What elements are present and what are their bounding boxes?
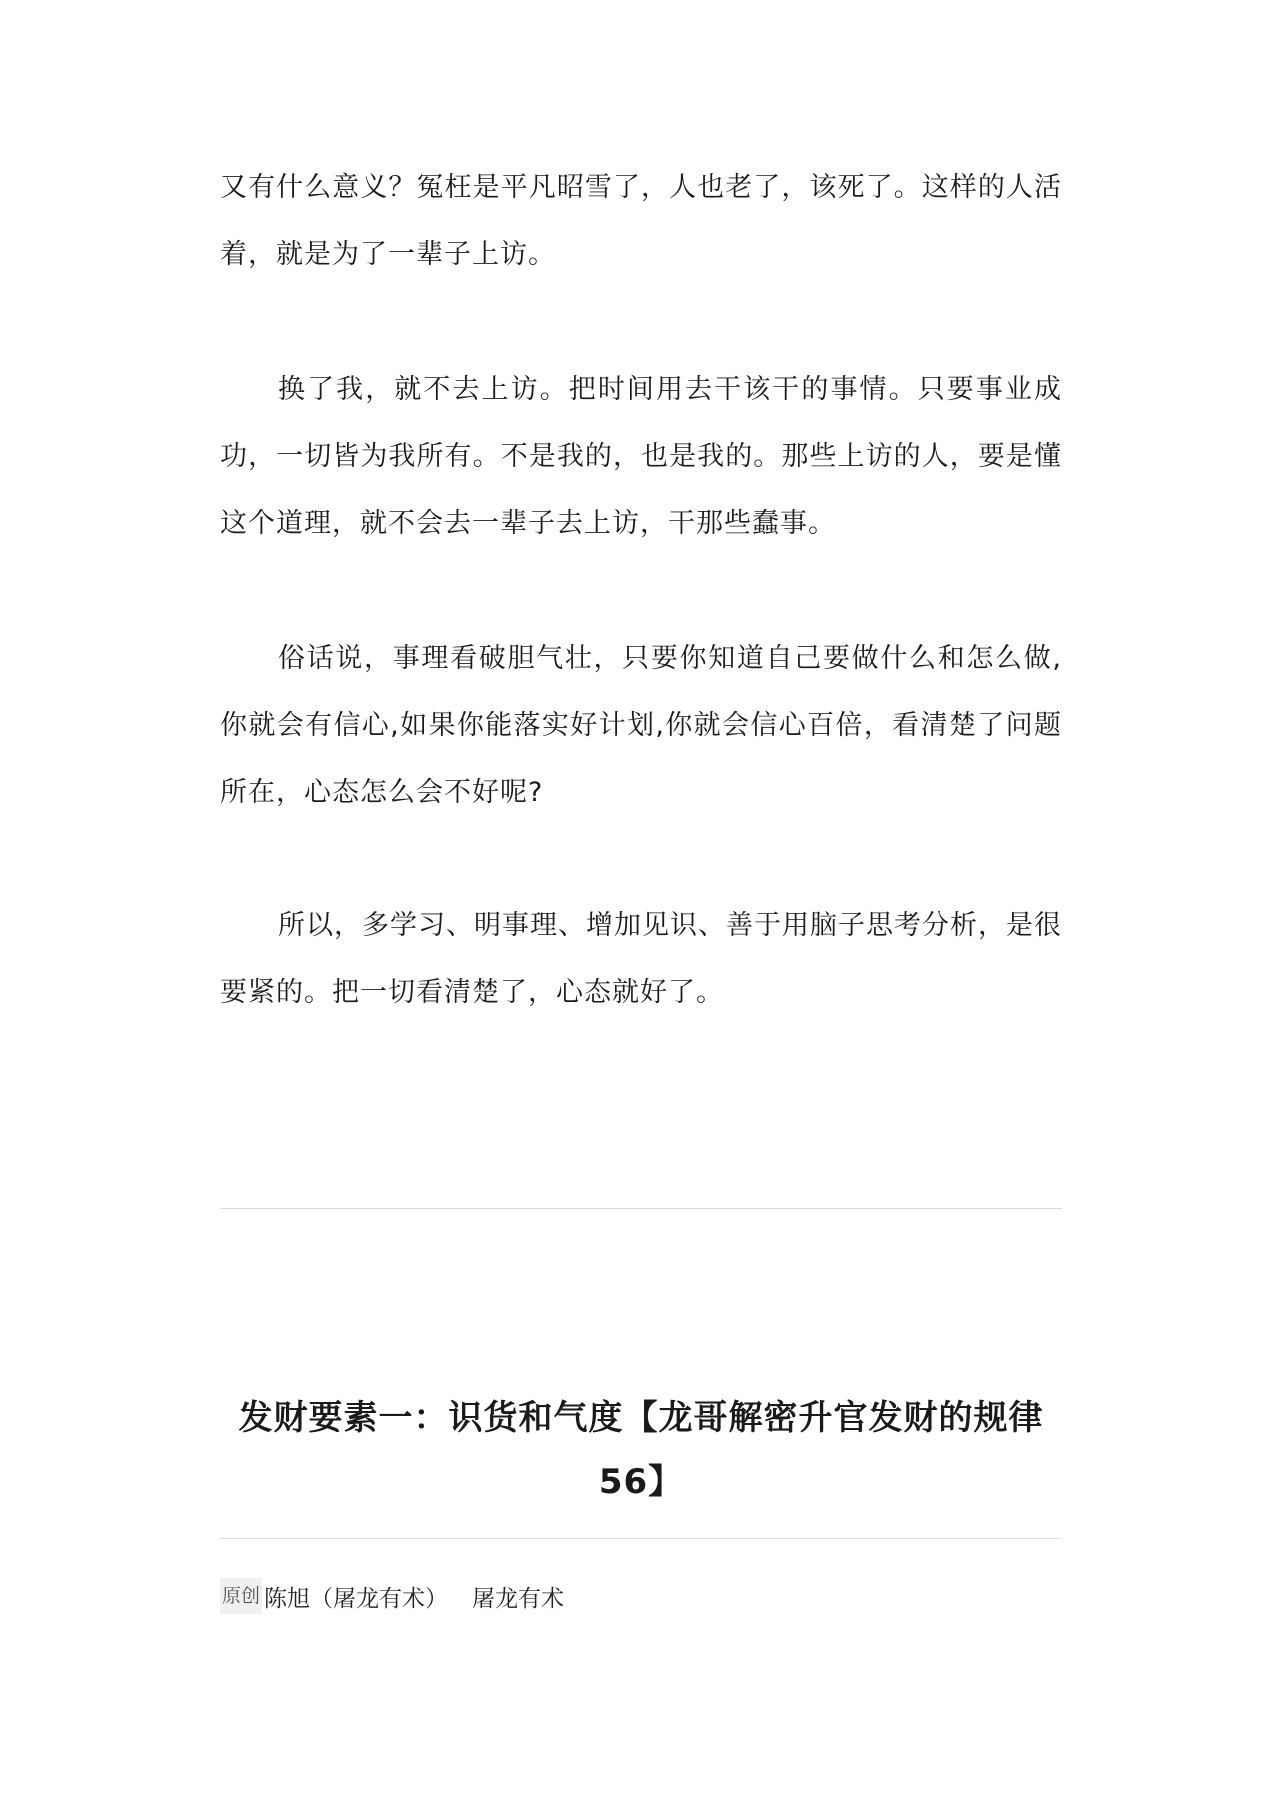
article-title: 发财要素一：识货和气度【龙哥解密升官发财的规律56】 <box>238 1398 1044 1502</box>
author-name[interactable]: 陈旭（屠龙有术） <box>264 1585 449 1612</box>
account-name[interactable]: 屠龙有术 <box>472 1585 565 1612</box>
paragraph-1: 又有什么意义？冤枉是平凡昭雪了，人也老了，该死了。这样的人活着，就是为了一辈子上访。 <box>220 172 1062 270</box>
paragraph-3: 俗话说，事理看破胆气壮，只要你知道自己要做什么和怎么做,你就会有信心,如果你能落实好计划,你就会信心百倍，看清楚了问题所在，心态怎么会不好呢? <box>220 643 1062 808</box>
article-meta <box>220 1578 564 1614</box>
paragraph-2: 换了我，就不去上访。把时间用去干该干的事情。只要事业成功，一切皆为我所有。不是我的，也是我的。那些上访的人，要是懂这个道理，就不会去一辈子去上访，干那些蠢事。 <box>220 374 1062 539</box>
section-divider <box>220 1208 1062 1209</box>
original-badge: 原创 <box>220 1578 262 1614</box>
title-divider <box>220 1538 1062 1539</box>
paragraph-4: 所以，多学习、明事理、增加见识、善于用脑子思考分析，是很要紧的。把一切看清楚了，心态就好了。 <box>220 910 1062 1008</box>
